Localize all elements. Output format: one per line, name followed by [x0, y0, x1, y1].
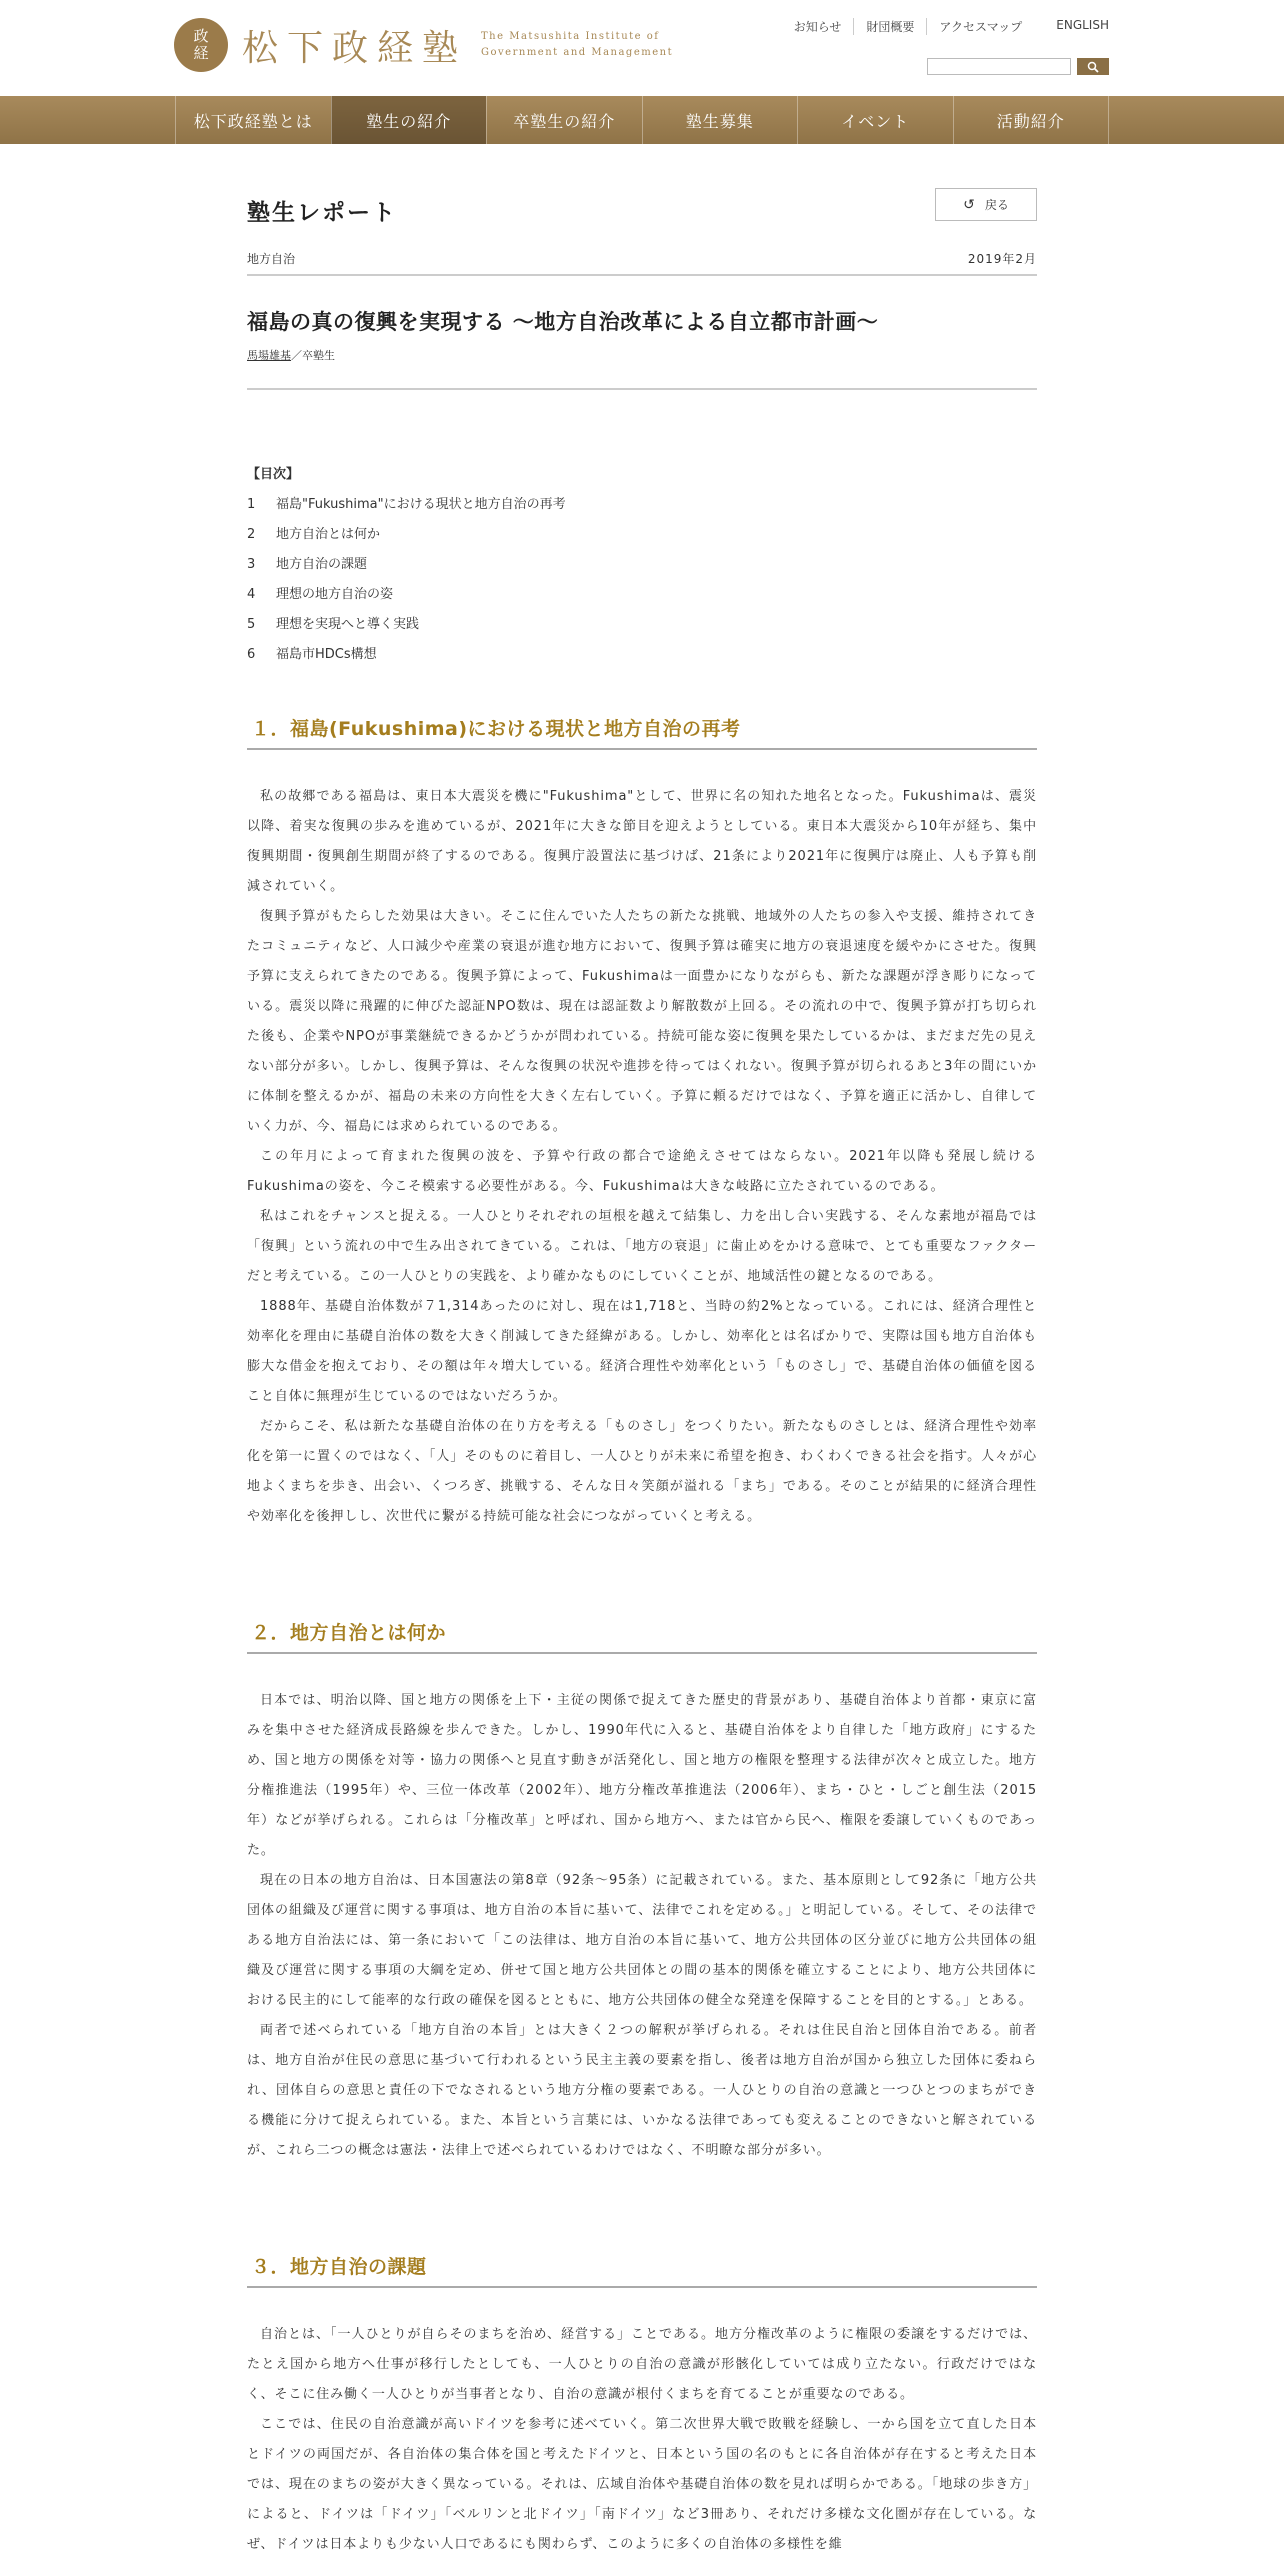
logo-seal	[174, 18, 228, 72]
utility-nav	[782, 18, 1109, 35]
back-arrow-icon: ↺	[963, 196, 975, 213]
section-heading: ２．地方自治とは何か	[247, 1618, 1037, 1654]
paragraph: 復興予算がもたらした効果は大きい。そこに住んでいた人たちの新たな挑戦、地域外の人たちの参入や支援、維持されてきたコミュニティなど、人口減少や産業の衰退が進む地方において、復興予算は確実に地方の衰退速度を緩やかにさせた。復興予算に支えられてきたのである。復興予算によって、Fukushimaは一面豊かになりながらも、新たな課題が浮き彫りになっている。震災以降に飛躍的に伸びた認証NPO数は、現在は認証数より解散数が上回る。その流れの中で、復興予算が打ち切られた後も、企業やNPOが事業継続できるかどうかが問われている。持続可能な姿に復興を果たしているかは、まだまだ先の見えない部分が多い。しかし、復興予算は、そんな復興の状況や進捗を待ってはくれない。復興予算が切られるあと3年の間にいかに体制を整えるかが、福島の未来の方向性を大きく左右していく。予算に頼るだけではなく、予算を適正に活かし、自律していく力が、今、福島には求められているのである。	[247, 909, 1037, 1134]
paragraph: 私の故郷である福島は、東日本大震災を機に"Fukushima"として、世界に名の知れた地名となった。Fukushimaは、震災以降、着実な復興の歩みを進めているが、2021年に大きな節目を迎えようとしている。東日本大震災から10年が経ち、集中復興期間・復興創生期間が終了するのである。復興庁設置法に基づけば、21条により2021年に復興庁は廃止、人も予算も削減されていく。	[247, 789, 1037, 894]
paragraph: 1888年、基礎自治体数が７1,314あったのに対し、現在は1,718と、当時の約2%となっている。これには、経済合理性と効率化を理由に基礎自治体の数を大きく削減してきた経緯がある。しかし、効率化とは名ばかりで、実際は国も地方自治体も膨大な借金を抱えており、その額は年々増大している。経済合理性や効率化という「ものさし」で、基礎自治体の価値を図ること自体に無理が生じているのではないだろうか。	[247, 1299, 1037, 1404]
paragraph: ここでは、住民の自治意識が高いドイツを参考に述べていく。第二次世界大戦で敗戦を経験し、一から国を立て直した日本とドイツの両国だが、各自治体の集合体を国と考えたドイツと、日本という国の名のもとに各自治体が存在すると考えた日本では、現在のまちの姿が大きく異なっている。それは、広域自治体や基礎自治体の数を見れば明らかである。「地球の歩き方」によると、ドイツは「ドイツ」「ベルリンと北ドイツ」「南ドイツ」など3冊あり、それだけ多様な文化圏が存在している。なぜ、ドイツは日本よりも少ない人口であるにも関わらず、このように多くの自治体の多様性を維	[247, 2417, 1037, 2552]
divider	[247, 274, 1037, 276]
paragraph: 日本では、明治以降、国と地方の関係を上下・主従の関係で捉えてきた歴史的背景があり、基礎自治体より首都・東京に富みを集中させた経済成長路線を歩んできた。しかし、1990年代に入ると、基礎自治体をより自律した「地方政府」にするため、国と地方の関係を対等・協力の関係へと見直す動きが活発化し、国と地方の権限を整理する法律が次々と成立した。地方分権推進法（1995年）や、三位一体改革（2002年）、地方分権改革推進法（2006年）、まち・ひと・しごと創生法（2015年）などが挙げられる。これらは「分権改革」と呼ばれ、国から地方へ、または官から民へ、権限を委譲していくものであった。	[247, 1693, 1037, 1858]
search-button[interactable]	[1077, 58, 1109, 75]
logo-seal-char: 経	[193, 44, 209, 62]
util-link-access-map[interactable]: アクセスマップ	[926, 18, 1034, 35]
nav-item-recruitment[interactable]: 塾生募集	[642, 96, 798, 144]
util-link-english[interactable]: ENGLISH	[1056, 18, 1109, 32]
section-heading: ３．地方自治の課題	[247, 2252, 1037, 2288]
logo-english-line: The Matsushita Institute of	[481, 31, 660, 42]
nav-item-activities[interactable]: 活動紹介	[953, 96, 1110, 144]
article-title: 福島の真の復興を実現する ～地方自治改革による自立都市計画～	[247, 310, 879, 334]
site-search	[927, 58, 1109, 75]
util-link-news[interactable]: お知らせ	[793, 20, 842, 34]
search-input[interactable]	[927, 58, 1071, 75]
toc-label: 福島"Fukushima"における現状と地方自治の再考	[276, 497, 566, 512]
logo-english-line: Government and Management	[481, 47, 674, 58]
nav-item-alumni[interactable]: 卒塾生の紹介	[486, 96, 642, 144]
paragraph: 両者で述べられている「地方自治の本旨」とは大きく２つの解釈が挙げられる。それは住民自治と団体自治である。前者は、地方自治が住民の意思に基づいて行われるという民主主義の要素を指し、後者は地方自治が国から独立した団体に委ねられ、団体自らの意思と責任の下でなされるという地方分権の要素である。一人ひとりの自治の意識と一つひとつのまちができる機能に分けて捉えられている。また、本旨という言葉には、いかなる法律であっても変えることのできないと解されているが、これら二つの概念は憲法・法律上で述べられているわけではなく、不明瞭な部分が多い。	[247, 2023, 1037, 2158]
search-icon	[1087, 61, 1099, 73]
article-section	[247, 1618, 1037, 2166]
nav-item-about[interactable]: 松下政経塾とは	[175, 96, 331, 144]
toc-label: 理想を実現へと導く実践	[276, 617, 420, 632]
back-button-label: 戻る	[984, 198, 1009, 212]
logo-japanese-name: 松下政経塾	[242, 27, 468, 69]
toc-label: 福島市HDCs構想	[276, 647, 377, 662]
table-of-contents	[247, 460, 1037, 670]
paragraph: だからこそ、私は新たな基礎自治体の在り方を考える「ものさし」をつくりたい。新たなものさしとは、経済合理性や効率化を第一に置くのではなく、「人」そのものに着目し、一人ひとりが未来に希望を抱き、わくわくできる社会を指す。人々が心地よくまちを歩き、出会い、くつろぎ、挑戦する、そんな日々笑顔が溢れる「まち」である。そのことが結果的に経済合理性や効率化を後押しし、次世代に繋がる持続可能な社会につながっていくと考える。	[247, 1419, 1037, 1524]
toc-number: 6	[247, 647, 256, 662]
paragraph: この年月によって育まれた復興の波を、予算や行政の都合で途絶えさせてはならない。2021年以降も発展し続けるFukushimaの姿を、今こそ模索する必要性がある。今、Fukushimaは大きな岐路に立たされているのである。	[247, 1149, 1037, 1194]
paragraph: 私はこれをチャンスと捉える。一人ひとりそれぞれの垣根を越えて結集し、力を出し合い実践する、そんな素地が福島では「復興」という流れの中で生み出されてきている。これは、「地方の衰退」に歯止めをかける意味で、とても重要なファクターだと考えている。この一人ひとりの実践を、より確かなものにしていくことが、地域活性の鍵となるのである。	[247, 1209, 1037, 1284]
article-section	[247, 2252, 1037, 2560]
toc-item	[247, 610, 1037, 640]
report-date: 2019年2月	[967, 252, 1037, 266]
util-link-about-foundation[interactable]: 財団概要	[853, 18, 926, 35]
divider	[247, 388, 1037, 390]
toc-number: 5	[247, 617, 256, 632]
paragraph: 自治とは、「一人ひとりが自らそのまちを治め、経営する」ことである。地方分権改革のように権限の委譲をするだけでは、たとえ国から地方へ仕事が移行したとしても、一人ひとりの自治の意識が形骸化していては成り立たない。行政だけではなく、そこに住み働く一人ひとりが当事者となり、自治の意識が根付くまちを育てることが重要なのである。	[247, 2327, 1037, 2402]
paragraph: 現在の日本の地方自治は、日本国憲法の第8章（92条～95条）に記載されている。また、基本原則として92条に「地方公共団体の組織及び運営に関する事項は、地方自治の本旨に基いて、法律でこれを定める。」と明記している。そして、その法律である地方自治法には、第一条において「この法律は、地方自治の本旨に基いて、地方公共団体の区分並びに地方公共団体の組織及び運営に関する事項の大綱を定め、併せて国と地方公共団体との間の基本的関係を確立することにより、地方公共団体における民主的にして能率的な行政の確保を図るとともに、地方公共団体の健全な発達を保障することを目的とする。」とある。	[247, 1873, 1037, 2008]
global-nav	[0, 96, 1284, 144]
toc-item	[247, 490, 1037, 520]
author-link[interactable]: 馬場雄基	[247, 349, 291, 362]
back-button[interactable]	[935, 188, 1037, 221]
toc-number: 2	[247, 527, 256, 542]
toc-number: 1	[247, 497, 256, 512]
author-role: ／卒塾生	[291, 349, 335, 362]
article-section	[247, 714, 1037, 1532]
toc-item	[247, 520, 1037, 550]
logo-english-name	[481, 29, 673, 61]
page-title: 塾生レポート	[247, 200, 397, 226]
toc-item	[247, 580, 1037, 610]
toc-number: 3	[247, 557, 256, 572]
toc-item	[247, 640, 1037, 670]
nav-item-students[interactable]: 塾生の紹介	[331, 96, 487, 144]
toc-item	[247, 550, 1037, 580]
logo-seal-char: 政	[193, 27, 209, 45]
site-logo[interactable]	[174, 18, 673, 72]
section-heading: １．福島(Fukushima)における現状と地方自治の再考	[247, 714, 1037, 750]
site-header	[0, 0, 1284, 96]
report-category: 地方自治	[247, 252, 296, 266]
author-line	[247, 347, 335, 363]
toc-label: 地方自治の課題	[276, 557, 368, 572]
toc-number: 4	[247, 587, 256, 602]
toc-heading: 【目次】	[247, 467, 300, 482]
nav-item-events[interactable]: イベント	[797, 96, 953, 144]
toc-label: 地方自治とは何か	[276, 527, 381, 542]
toc-label: 理想の地方自治の姿	[276, 587, 394, 602]
